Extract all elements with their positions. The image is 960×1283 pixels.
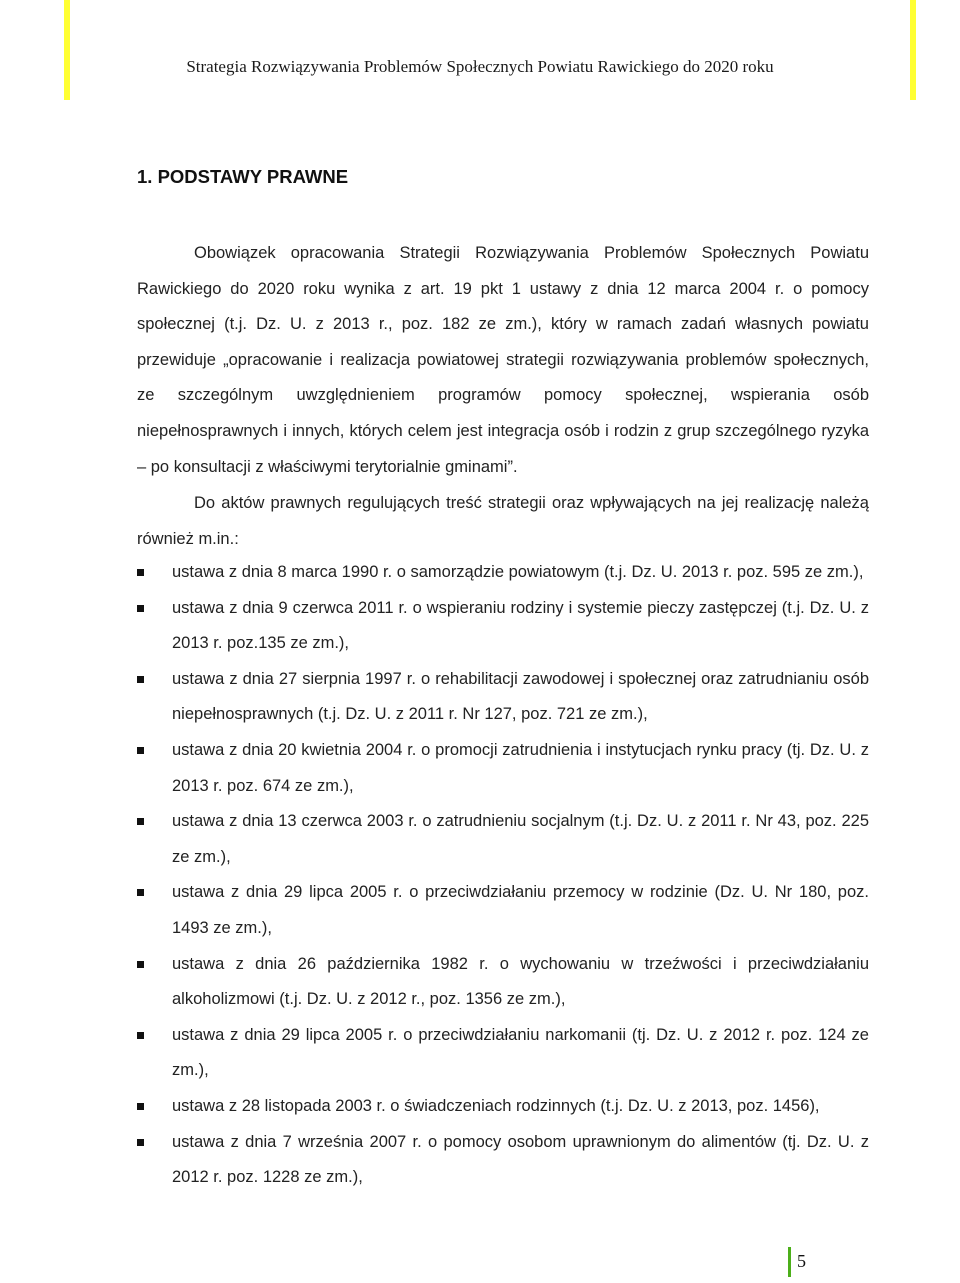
square-bullet-icon	[137, 1139, 144, 1146]
square-bullet-icon	[137, 961, 144, 968]
square-bullet-icon	[137, 889, 144, 896]
list-item	[137, 804, 869, 875]
list-item	[137, 1125, 869, 1196]
square-bullet-icon	[137, 569, 144, 576]
square-bullet-icon	[137, 747, 144, 754]
list-item-text: ustawa z dnia 29 lipca 2005 r. o przeciwdziałaniu narkomanii (tj. Dz. U. z 2012 r. poz. 124 ze zm.),	[172, 1025, 869, 1080]
page-number: 5	[797, 1251, 806, 1271]
list-item	[137, 591, 869, 662]
running-header: Strategia Rozwiązywania Problemów Społecznych Powiatu Rawickiego do 2020 roku	[186, 57, 774, 76]
square-bullet-icon	[137, 676, 144, 683]
list-item-text: ustawa z dnia 26 października 1982 r. o wychowaniu w trzeźwości i przeciwdziałaniu alkoholizmowi (t.j. Dz. U. z 2012 r., poz. 1356 ze zm.),	[172, 954, 869, 1009]
list-item	[137, 555, 869, 591]
list-item	[137, 662, 869, 733]
list-item-text: ustawa z 28 listopada 2003 r. o świadczeniach rodzinnych (t.j. Dz. U. z 2013, poz. 1456),	[172, 1096, 820, 1115]
list-item-text: ustawa z dnia 13 czerwca 2003 r. o zatrudnieniu socjalnym (t.j. Dz. U. z 2011 r. Nr 43, poz. 225 ze zm.),	[172, 812, 869, 866]
intro-paragraph	[137, 236, 869, 485]
square-bullet-icon	[137, 1032, 144, 1039]
list-item-text: ustawa z dnia 20 kwietnia 2004 r. o promocji zatrudnienia i instytucjach rynku pracy (tj. Dz. U. z 2013 r. poz. 674 ze zm.),	[172, 740, 869, 795]
list-item-text: ustawa z dnia 29 lipca 2005 r. o przeciwdziałaniu przemocy w rodzinie (Dz. U. Nr 180, poz. 1493 ze zm.),	[172, 883, 869, 937]
page-number-bar	[788, 1247, 791, 1277]
list-item	[137, 1089, 869, 1125]
acts-paragraph-text: Do aktów prawnych regulujących treść strategii oraz wpływających na jej realizację należą również m.in.:	[137, 494, 869, 548]
list-item	[137, 875, 869, 946]
list-item	[137, 733, 869, 804]
header-bar-left	[64, 0, 70, 100]
list-item-text: ustawa z dnia 8 marca 1990 r. o samorządzie powiatowym (t.j. Dz. U. 2013 r. poz. 595 ze zm.),	[172, 563, 864, 581]
list-item-text: ustawa z dnia 7 września 2007 r. o pomocy osobom uprawnionym do alimentów (tj. Dz. U. z 2012 r. poz. 1228 ze zm.),	[172, 1132, 869, 1187]
list-item	[137, 947, 869, 1018]
laws-list	[137, 555, 869, 1196]
square-bullet-icon	[137, 818, 144, 825]
square-bullet-icon	[137, 605, 144, 612]
list-item	[137, 1018, 869, 1089]
header-bar-right	[910, 0, 916, 100]
list-item-text: ustawa z dnia 9 czerwca 2011 r. o wspieraniu rodziny i systemie pieczy zastępczej (t.j. Dz. U. z 2013 r. poz.135 ze zm.),	[172, 598, 869, 653]
intro-paragraph-text: Obowiązek opracowania Strategii Rozwiązywania Problemów Społecznych Powiatu Rawickiego do 2020 roku wynika z art. 19 pkt 1 ustawy z dnia 12 marca 2004 r. o pomocy społecznej (t.j. Dz. U. z 2013 r., poz. 182 ze zm.), który w ramach zadań własnych powiatu przewiduje „opracowanie i realizacja powiatowej strategii rozwiązywania problemów społecznych, ze szczególnym uwzględnieniem programów pomocy społecznej, wspierania osób niepełnosprawnych i innych, których celem jest integracja osób i rodzin z grup szczególnego ryzyka – po konsultacji z właściwymi terytorialnie gminami”.	[137, 244, 869, 476]
section-title: 1. PODSTAWY PRAWNE	[137, 166, 349, 187]
list-item-text: ustawa z dnia 27 sierpnia 1997 r. o rehabilitacji zawodowej i społecznej oraz zatrudnianiu osób niepełnosprawnych (t.j. Dz. U. z 2011 r. Nr 127, poz. 721 ze zm.),	[172, 669, 869, 724]
square-bullet-icon	[137, 1103, 144, 1110]
acts-paragraph	[137, 486, 869, 557]
